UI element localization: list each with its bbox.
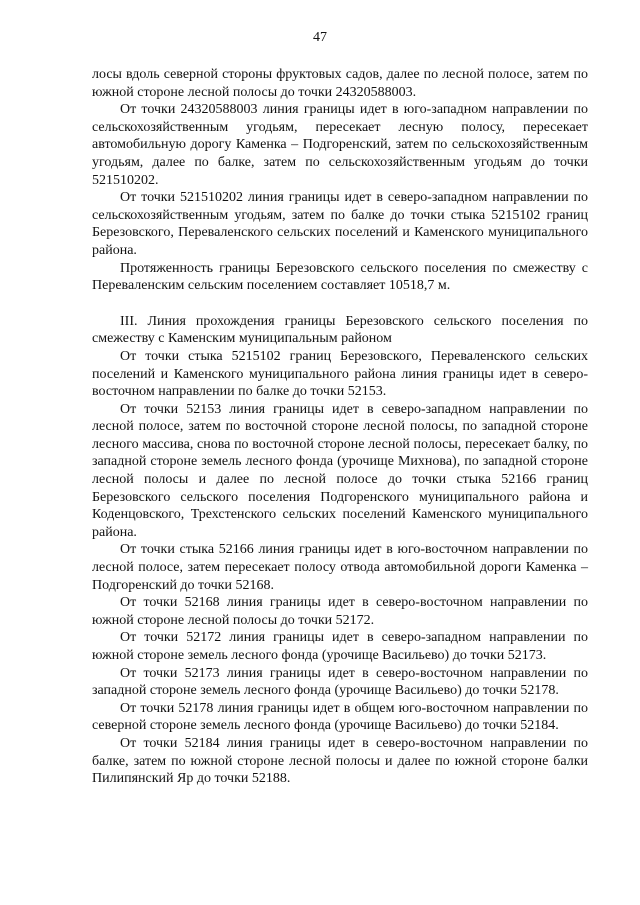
paragraph-boundary-description: От точки 24320588003 линия границы идет в юго-западном направлении по сельскохозяйственным угодьям, пересекает лесную полосу, пересекает автомобильную дорогу Каменка – Подгоренский, затем по сельскохозяйственным угодьям, далее по балке, затем по сельскохозяйственным угодьям до точки 521510202. (92, 102, 588, 188)
paragraph-boundary-description: От точки 52153 линия границы идет в северо-западном направлении по лесной полосе, затем по восточной стороне лесной полосы, по западной стороне лесного массива, снова по восточной стороне лесной полосы, пересекает балку, по западной стороне земель лесного фонда (урочище Михнова), по западной стороне лесной полосы и далее по лесной полосе до точки стыка 52166 границ Березовского сельского поселения Подгоренского муниципального района и Коденцовского, Трехстенского сельских поселений Каменского муниципального района. (92, 401, 588, 540)
paragraph-boundary-description: От точки 52168 линия границы идет в северо-восточном направлении по южной стороне лесной полосы до точки 52172. (92, 595, 588, 628)
paragraph-boundary-length: Протяженность границы Березовского сельского поселения по смежеству с Переваленским сельским поселением составляет 10518,7 м. (92, 260, 588, 294)
paragraph-boundary-description: От точки 521510202 линия границы идет в северо-западном направлении по сельскохозяйственным угодьям, затем по балке до точки стыка 5215102 границ Березовского, Переваленского сельских поселений и Каменского муниципального района. (92, 190, 588, 258)
document-body (92, 66, 588, 788)
paragraph-boundary-description: От точки 52178 линия границы идет в общем юго-восточном направлении по северной стороне земель лесного фонда (урочище Васильево) до точки 52184. (92, 700, 588, 734)
paragraph-boundary-description: От точки 52173 линия границы идет в северо-восточном направлении по западной стороне земель лесного фонда (урочище Васильево) до точки 52178. (92, 665, 588, 699)
section-spacer (92, 295, 588, 313)
page-number: 47 (313, 30, 327, 45)
paragraph-boundary-description: От точки 52184 линия границы идет в северо-восточном направлении по балке, затем по южной стороне лесной полосы и далее по южной стороне балки Пилипянский Яр до точки 52188. (92, 735, 588, 787)
paragraph-continuation: лосы вдоль северной стороны фруктовых садов, далее по лесной полосе, затем по южной стороне лесной полосы до точки 24320588003. (92, 67, 588, 100)
section-title: III. Линия прохождения границы Березовского сельского поселения по смежеству с Каменским муниципальным районом (92, 313, 588, 347)
paragraph-boundary-description: От точки 52172 линия границы идет в северо-западном направлении по южной стороне земель лесного фонда (урочище Васильево) до точки 52173. (92, 630, 588, 663)
paragraph-boundary-description: От точки стыка 52166 линия границы идет в юго-восточном направлении по лесной полосе, затем пересекает полосу отвода автомобильной дороги Каменка – Подгоренский до точки 52168. (92, 542, 588, 593)
paragraph-boundary-description: От точки стыка 5215102 границ Березовского, Переваленского сельских поселений и Каменского муниципального района линия границы идет в северо-восточном направлении по балке до точки 52153. (92, 348, 588, 400)
